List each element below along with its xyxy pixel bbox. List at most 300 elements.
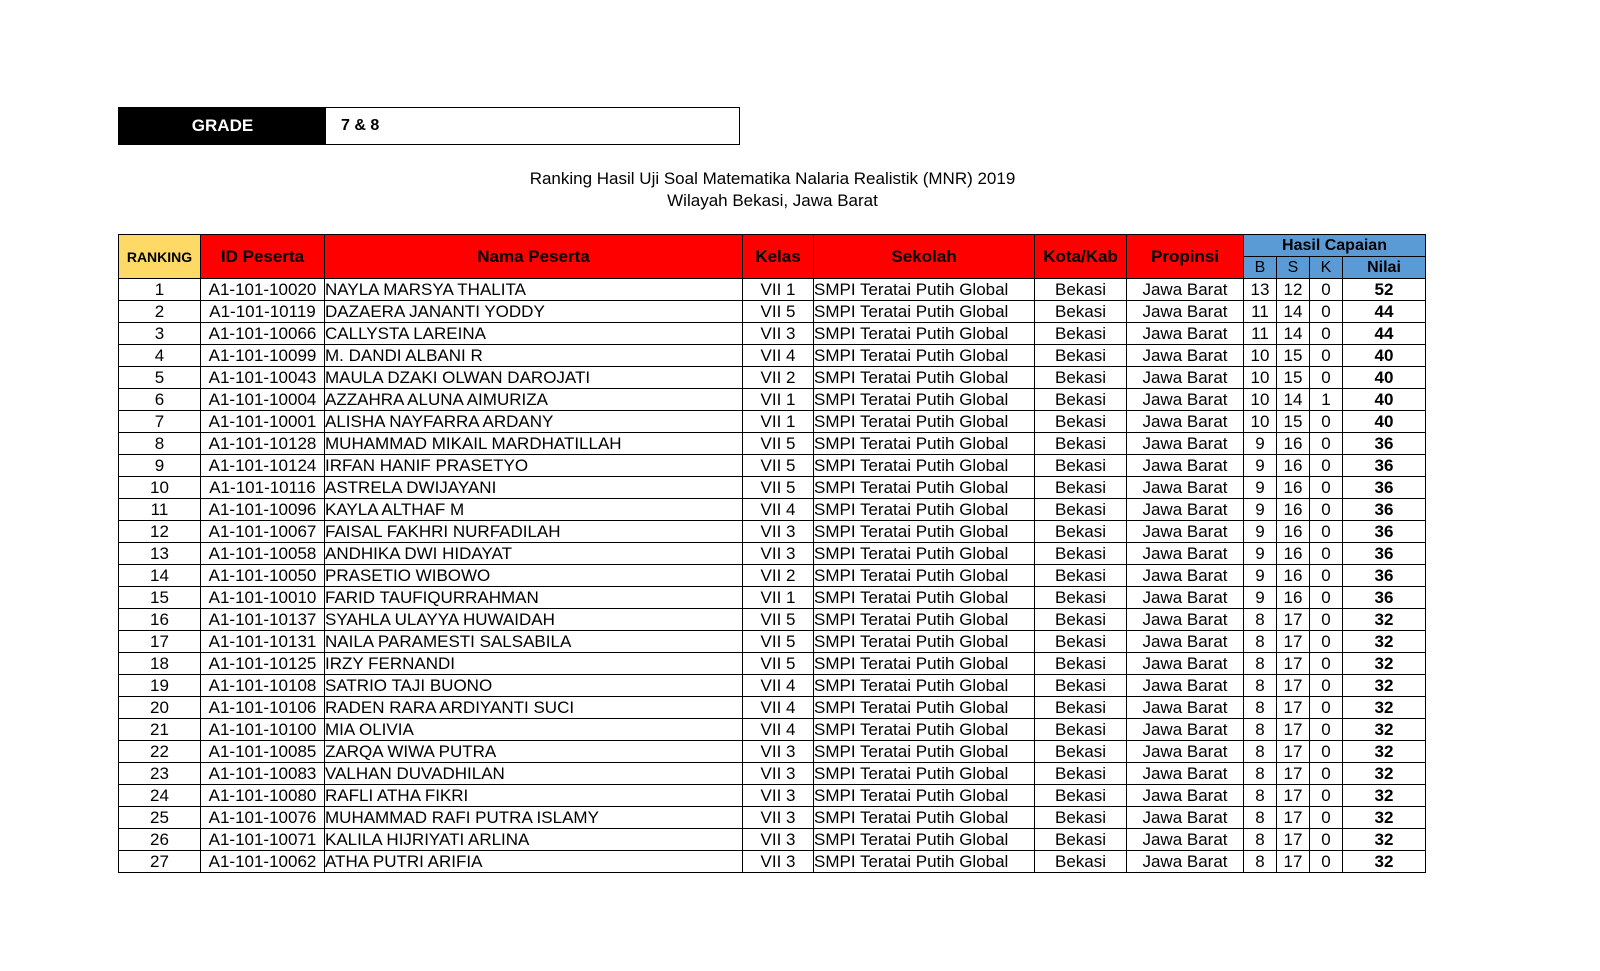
cell-ranking: 23 <box>119 763 201 785</box>
cell-id-peserta: A1-101-10020 <box>201 279 325 301</box>
cell-k: 0 <box>1310 345 1343 367</box>
cell-nilai: 40 <box>1343 345 1426 367</box>
cell-nilai: 44 <box>1343 323 1426 345</box>
cell-kelas: VII 3 <box>743 785 814 807</box>
cell-kota-kab: Bekasi <box>1035 301 1127 323</box>
cell-propinsi: Jawa Barat <box>1127 477 1244 499</box>
cell-sekolah: SMPI Teratai Putih Global <box>814 455 1035 477</box>
cell-propinsi: Jawa Barat <box>1127 807 1244 829</box>
cell-s: 17 <box>1277 719 1310 741</box>
cell-sekolah: SMPI Teratai Putih Global <box>814 367 1035 389</box>
cell-id-peserta: A1-101-10058 <box>201 543 325 565</box>
cell-kelas: VII 4 <box>743 345 814 367</box>
table-row <box>119 455 1426 477</box>
cell-kelas: VII 5 <box>743 609 814 631</box>
cell-kelas: VII 3 <box>743 543 814 565</box>
cell-s: 17 <box>1277 697 1310 719</box>
cell-sekolah: SMPI Teratai Putih Global <box>814 719 1035 741</box>
cell-nilai: 40 <box>1343 389 1426 411</box>
cell-id-peserta: A1-101-10099 <box>201 345 325 367</box>
cell-s: 16 <box>1277 433 1310 455</box>
cell-kota-kab: Bekasi <box>1035 675 1127 697</box>
cell-kelas: VII 3 <box>743 807 814 829</box>
cell-sekolah: SMPI Teratai Putih Global <box>814 345 1035 367</box>
cell-kota-kab: Bekasi <box>1035 741 1127 763</box>
cell-ranking: 9 <box>119 455 201 477</box>
cell-k: 0 <box>1310 301 1343 323</box>
cell-nilai: 36 <box>1343 477 1426 499</box>
cell-kota-kab: Bekasi <box>1035 411 1127 433</box>
cell-id-peserta: A1-101-10004 <box>201 389 325 411</box>
cell-k: 0 <box>1310 851 1343 873</box>
table-row <box>119 411 1426 433</box>
table-row <box>119 345 1426 367</box>
cell-nama-peserta: VALHAN DUVADHILAN <box>325 763 743 785</box>
cell-nama-peserta: NAILA PARAMESTI SALSABILA <box>325 631 743 653</box>
cell-kelas: VII 5 <box>743 477 814 499</box>
cell-k: 0 <box>1310 785 1343 807</box>
cell-s: 12 <box>1277 279 1310 301</box>
cell-nama-peserta: ANDHIKA DWI HIDAYAT <box>325 543 743 565</box>
cell-nilai: 32 <box>1343 807 1426 829</box>
table-row <box>119 631 1426 653</box>
cell-id-peserta: A1-101-10071 <box>201 829 325 851</box>
cell-b: 9 <box>1244 565 1277 587</box>
cell-ranking: 19 <box>119 675 201 697</box>
cell-ranking: 11 <box>119 499 201 521</box>
cell-sekolah: SMPI Teratai Putih Global <box>814 675 1035 697</box>
cell-sekolah: SMPI Teratai Putih Global <box>814 543 1035 565</box>
cell-sekolah: SMPI Teratai Putih Global <box>814 499 1035 521</box>
table-row <box>119 367 1426 389</box>
cell-s: 17 <box>1277 675 1310 697</box>
cell-propinsi: Jawa Barat <box>1127 697 1244 719</box>
cell-kota-kab: Bekasi <box>1035 565 1127 587</box>
cell-propinsi: Jawa Barat <box>1127 367 1244 389</box>
cell-sekolah: SMPI Teratai Putih Global <box>814 631 1035 653</box>
cell-id-peserta: A1-101-10010 <box>201 587 325 609</box>
cell-propinsi: Jawa Barat <box>1127 345 1244 367</box>
cell-nilai: 36 <box>1343 521 1426 543</box>
cell-s: 15 <box>1277 345 1310 367</box>
cell-nama-peserta: PRASETIO WIBOWO <box>325 565 743 587</box>
cell-ranking: 17 <box>119 631 201 653</box>
cell-sekolah: SMPI Teratai Putih Global <box>814 521 1035 543</box>
cell-k: 1 <box>1310 389 1343 411</box>
cell-nilai: 32 <box>1343 653 1426 675</box>
header-sekolah: Sekolah <box>814 235 1035 279</box>
cell-kelas: VII 3 <box>743 323 814 345</box>
cell-id-peserta: A1-101-10119 <box>201 301 325 323</box>
cell-propinsi: Jawa Barat <box>1127 587 1244 609</box>
cell-s: 17 <box>1277 785 1310 807</box>
cell-ranking: 15 <box>119 587 201 609</box>
cell-nama-peserta: CALLYSTA LAREINA <box>325 323 743 345</box>
cell-nilai: 32 <box>1343 697 1426 719</box>
cell-ranking: 20 <box>119 697 201 719</box>
cell-ranking: 1 <box>119 279 201 301</box>
cell-b: 9 <box>1244 521 1277 543</box>
cell-nama-peserta: M. DANDI ALBANI R <box>325 345 743 367</box>
cell-kelas: VII 3 <box>743 829 814 851</box>
cell-id-peserta: A1-101-10108 <box>201 675 325 697</box>
cell-propinsi: Jawa Barat <box>1127 741 1244 763</box>
cell-s: 17 <box>1277 851 1310 873</box>
cell-kelas: VII 3 <box>743 851 814 873</box>
cell-s: 17 <box>1277 609 1310 631</box>
header-id-peserta: ID Peserta <box>201 235 325 279</box>
cell-kota-kab: Bekasi <box>1035 521 1127 543</box>
cell-kota-kab: Bekasi <box>1035 279 1127 301</box>
cell-k: 0 <box>1310 763 1343 785</box>
cell-id-peserta: A1-101-10050 <box>201 565 325 587</box>
cell-kelas: VII 5 <box>743 653 814 675</box>
cell-k: 0 <box>1310 741 1343 763</box>
cell-s: 17 <box>1277 631 1310 653</box>
cell-k: 0 <box>1310 807 1343 829</box>
cell-id-peserta: A1-101-10067 <box>201 521 325 543</box>
cell-b: 11 <box>1244 301 1277 323</box>
cell-kelas: VII 5 <box>743 631 814 653</box>
table-row <box>119 697 1426 719</box>
cell-ranking: 2 <box>119 301 201 323</box>
cell-b: 8 <box>1244 807 1277 829</box>
cell-kota-kab: Bekasi <box>1035 829 1127 851</box>
cell-sekolah: SMPI Teratai Putih Global <box>814 301 1035 323</box>
cell-kelas: VII 5 <box>743 301 814 323</box>
cell-nilai: 32 <box>1343 719 1426 741</box>
cell-k: 0 <box>1310 279 1343 301</box>
cell-id-peserta: A1-101-10001 <box>201 411 325 433</box>
cell-nama-peserta: DAZAERA JANANTI YODDY <box>325 301 743 323</box>
header-kota-kab: Kota/Kab <box>1035 235 1127 279</box>
table-row <box>119 675 1426 697</box>
cell-nilai: 32 <box>1343 609 1426 631</box>
cell-sekolah: SMPI Teratai Putih Global <box>814 587 1035 609</box>
cell-id-peserta: A1-101-10100 <box>201 719 325 741</box>
cell-b: 8 <box>1244 719 1277 741</box>
cell-sekolah: SMPI Teratai Putih Global <box>814 389 1035 411</box>
cell-s: 16 <box>1277 521 1310 543</box>
table-row <box>119 587 1426 609</box>
cell-ranking: 18 <box>119 653 201 675</box>
cell-b: 8 <box>1244 609 1277 631</box>
cell-nama-peserta: NAYLA MARSYA THALITA <box>325 279 743 301</box>
cell-kelas: VII 5 <box>743 433 814 455</box>
cell-s: 15 <box>1277 367 1310 389</box>
table-row <box>119 389 1426 411</box>
cell-k: 0 <box>1310 477 1343 499</box>
cell-sekolah: SMPI Teratai Putih Global <box>814 851 1035 873</box>
cell-kelas: VII 4 <box>743 719 814 741</box>
cell-nilai: 40 <box>1343 367 1426 389</box>
cell-propinsi: Jawa Barat <box>1127 455 1244 477</box>
cell-b: 8 <box>1244 785 1277 807</box>
cell-sekolah: SMPI Teratai Putih Global <box>814 785 1035 807</box>
cell-ranking: 27 <box>119 851 201 873</box>
cell-id-peserta: A1-101-10096 <box>201 499 325 521</box>
cell-sekolah: SMPI Teratai Putih Global <box>814 565 1035 587</box>
header-propinsi: Propinsi <box>1127 235 1244 279</box>
cell-s: 16 <box>1277 455 1310 477</box>
cell-ranking: 24 <box>119 785 201 807</box>
cell-id-peserta: A1-101-10116 <box>201 477 325 499</box>
cell-nilai: 32 <box>1343 675 1426 697</box>
cell-b: 8 <box>1244 653 1277 675</box>
cell-ranking: 13 <box>119 543 201 565</box>
cell-nilai: 36 <box>1343 499 1426 521</box>
cell-ranking: 3 <box>119 323 201 345</box>
cell-propinsi: Jawa Barat <box>1127 301 1244 323</box>
cell-propinsi: Jawa Barat <box>1127 829 1244 851</box>
cell-nama-peserta: AZZAHRA ALUNA AIMURIZA <box>325 389 743 411</box>
cell-k: 0 <box>1310 587 1343 609</box>
cell-s: 16 <box>1277 543 1310 565</box>
cell-b: 11 <box>1244 323 1277 345</box>
cell-b: 9 <box>1244 433 1277 455</box>
cell-sekolah: SMPI Teratai Putih Global <box>814 433 1035 455</box>
cell-s: 14 <box>1277 323 1310 345</box>
cell-kelas: VII 3 <box>743 763 814 785</box>
cell-b: 8 <box>1244 631 1277 653</box>
cell-sekolah: SMPI Teratai Putih Global <box>814 653 1035 675</box>
cell-propinsi: Jawa Barat <box>1127 719 1244 741</box>
cell-s: 14 <box>1277 301 1310 323</box>
cell-b: 9 <box>1244 499 1277 521</box>
cell-kelas: VII 4 <box>743 499 814 521</box>
cell-kelas: VII 3 <box>743 741 814 763</box>
table-row <box>119 433 1426 455</box>
table-row <box>119 301 1426 323</box>
cell-s: 14 <box>1277 389 1310 411</box>
report-subtitle: Wilayah Bekasi, Jawa Barat <box>667 191 878 210</box>
cell-kota-kab: Bekasi <box>1035 653 1127 675</box>
cell-k: 0 <box>1310 675 1343 697</box>
table-row <box>119 323 1426 345</box>
cell-kelas: VII 2 <box>743 565 814 587</box>
cell-nama-peserta: ALISHA NAYFARRA ARDANY <box>325 411 743 433</box>
cell-id-peserta: A1-101-10124 <box>201 455 325 477</box>
grade-box <box>118 107 740 145</box>
table-row <box>119 719 1426 741</box>
cell-nama-peserta: IRFAN HANIF PRASETYO <box>325 455 743 477</box>
cell-s: 17 <box>1277 763 1310 785</box>
cell-kota-kab: Bekasi <box>1035 631 1127 653</box>
cell-k: 0 <box>1310 499 1343 521</box>
cell-s: 16 <box>1277 565 1310 587</box>
table-row <box>119 499 1426 521</box>
cell-id-peserta: A1-101-10085 <box>201 741 325 763</box>
cell-nilai: 32 <box>1343 763 1426 785</box>
table-row <box>119 653 1426 675</box>
cell-nama-peserta: MUHAMMAD RAFI PUTRA ISLAMY <box>325 807 743 829</box>
cell-s: 15 <box>1277 411 1310 433</box>
cell-s: 16 <box>1277 587 1310 609</box>
cell-propinsi: Jawa Barat <box>1127 565 1244 587</box>
ranking-table <box>118 234 1426 873</box>
cell-sekolah: SMPI Teratai Putih Global <box>814 609 1035 631</box>
cell-propinsi: Jawa Barat <box>1127 675 1244 697</box>
cell-id-peserta: A1-101-10131 <box>201 631 325 653</box>
cell-k: 0 <box>1310 543 1343 565</box>
cell-nama-peserta: MIA OLIVIA <box>325 719 743 741</box>
table-row <box>119 477 1426 499</box>
cell-nama-peserta: ATHA PUTRI ARIFIA <box>325 851 743 873</box>
cell-id-peserta: A1-101-10137 <box>201 609 325 631</box>
table-row <box>119 851 1426 873</box>
cell-nilai: 32 <box>1343 631 1426 653</box>
cell-nama-peserta: IRZY FERNANDI <box>325 653 743 675</box>
cell-propinsi: Jawa Barat <box>1127 323 1244 345</box>
cell-kelas: VII 1 <box>743 279 814 301</box>
cell-kota-kab: Bekasi <box>1035 719 1127 741</box>
cell-ranking: 25 <box>119 807 201 829</box>
cell-kelas: VII 1 <box>743 389 814 411</box>
cell-propinsi: Jawa Barat <box>1127 653 1244 675</box>
cell-kota-kab: Bekasi <box>1035 763 1127 785</box>
cell-nilai: 32 <box>1343 829 1426 851</box>
cell-kota-kab: Bekasi <box>1035 499 1127 521</box>
cell-k: 0 <box>1310 367 1343 389</box>
cell-id-peserta: A1-101-10080 <box>201 785 325 807</box>
table-row <box>119 785 1426 807</box>
cell-k: 0 <box>1310 829 1343 851</box>
cell-k: 0 <box>1310 433 1343 455</box>
cell-ranking: 16 <box>119 609 201 631</box>
cell-sekolah: SMPI Teratai Putih Global <box>814 763 1035 785</box>
cell-nilai: 36 <box>1343 543 1426 565</box>
cell-nilai: 40 <box>1343 411 1426 433</box>
cell-k: 0 <box>1310 653 1343 675</box>
cell-kota-kab: Bekasi <box>1035 389 1127 411</box>
cell-k: 0 <box>1310 631 1343 653</box>
cell-b: 8 <box>1244 851 1277 873</box>
cell-id-peserta: A1-101-10125 <box>201 653 325 675</box>
header-s: S <box>1277 257 1310 279</box>
grade-value: 7 & 8 <box>326 108 739 144</box>
cell-nama-peserta: KALILA HIJRIYATI ARLINA <box>325 829 743 851</box>
cell-ranking: 4 <box>119 345 201 367</box>
cell-nama-peserta: RAFLI ATHA FIKRI <box>325 785 743 807</box>
cell-id-peserta: A1-101-10076 <box>201 807 325 829</box>
cell-nilai: 36 <box>1343 455 1426 477</box>
cell-kota-kab: Bekasi <box>1035 785 1127 807</box>
cell-propinsi: Jawa Barat <box>1127 279 1244 301</box>
cell-b: 8 <box>1244 829 1277 851</box>
cell-b: 10 <box>1244 345 1277 367</box>
cell-kota-kab: Bekasi <box>1035 433 1127 455</box>
cell-propinsi: Jawa Barat <box>1127 389 1244 411</box>
header-nama-peserta: Nama Peserta <box>325 235 743 279</box>
cell-ranking: 10 <box>119 477 201 499</box>
cell-k: 0 <box>1310 521 1343 543</box>
cell-kota-kab: Bekasi <box>1035 587 1127 609</box>
cell-id-peserta: A1-101-10106 <box>201 697 325 719</box>
cell-sekolah: SMPI Teratai Putih Global <box>814 279 1035 301</box>
cell-kelas: VII 5 <box>743 455 814 477</box>
cell-id-peserta: A1-101-10128 <box>201 433 325 455</box>
cell-propinsi: Jawa Barat <box>1127 433 1244 455</box>
table-row <box>119 741 1426 763</box>
cell-ranking: 14 <box>119 565 201 587</box>
cell-s: 17 <box>1277 653 1310 675</box>
cell-propinsi: Jawa Barat <box>1127 763 1244 785</box>
cell-sekolah: SMPI Teratai Putih Global <box>814 323 1035 345</box>
table-row <box>119 543 1426 565</box>
grade-label: GRADE <box>119 108 326 144</box>
header-hasil-capaian: Hasil Capaian <box>1244 235 1426 257</box>
cell-b: 8 <box>1244 763 1277 785</box>
cell-propinsi: Jawa Barat <box>1127 631 1244 653</box>
cell-ranking: 12 <box>119 521 201 543</box>
cell-k: 0 <box>1310 565 1343 587</box>
cell-sekolah: SMPI Teratai Putih Global <box>814 477 1035 499</box>
report-title: Ranking Hasil Uji Soal Matematika Nalaria Realistik (MNR) 2019 <box>529 169 1016 188</box>
cell-propinsi: Jawa Barat <box>1127 851 1244 873</box>
table-row <box>119 807 1426 829</box>
cell-kota-kab: Bekasi <box>1035 367 1127 389</box>
cell-kelas: VII 1 <box>743 411 814 433</box>
cell-nama-peserta: RADEN RARA ARDIYANTI SUCI <box>325 697 743 719</box>
cell-nama-peserta: SYAHLA ULAYYA HUWAIDAH <box>325 609 743 631</box>
cell-b: 9 <box>1244 477 1277 499</box>
cell-ranking: 7 <box>119 411 201 433</box>
cell-k: 0 <box>1310 455 1343 477</box>
cell-nilai: 36 <box>1343 565 1426 587</box>
cell-kelas: VII 1 <box>743 587 814 609</box>
cell-k: 0 <box>1310 719 1343 741</box>
cell-kelas: VII 4 <box>743 675 814 697</box>
table-body <box>119 279 1426 873</box>
table-row <box>119 521 1426 543</box>
cell-s: 17 <box>1277 829 1310 851</box>
cell-nama-peserta: FAISAL FAKHRI NURFADILAH <box>325 521 743 543</box>
cell-kelas: VII 4 <box>743 697 814 719</box>
cell-b: 10 <box>1244 367 1277 389</box>
cell-propinsi: Jawa Barat <box>1127 521 1244 543</box>
cell-nilai: 32 <box>1343 851 1426 873</box>
cell-id-peserta: A1-101-10083 <box>201 763 325 785</box>
cell-ranking: 22 <box>119 741 201 763</box>
cell-k: 0 <box>1310 323 1343 345</box>
cell-propinsi: Jawa Barat <box>1127 785 1244 807</box>
cell-kota-kab: Bekasi <box>1035 455 1127 477</box>
cell-nama-peserta: SATRIO TAJI BUONO <box>325 675 743 697</box>
table-row <box>119 763 1426 785</box>
header-b: B <box>1244 257 1277 279</box>
cell-nama-peserta: MUHAMMAD MIKAIL MARDHATILLAH <box>325 433 743 455</box>
cell-sekolah: SMPI Teratai Putih Global <box>814 829 1035 851</box>
cell-b: 10 <box>1244 389 1277 411</box>
cell-s: 17 <box>1277 807 1310 829</box>
cell-kota-kab: Bekasi <box>1035 323 1127 345</box>
cell-nama-peserta: KAYLA ALTHAF M <box>325 499 743 521</box>
header-ranking: RANKING <box>119 235 201 279</box>
cell-kota-kab: Bekasi <box>1035 345 1127 367</box>
table-row <box>119 609 1426 631</box>
cell-b: 13 <box>1244 279 1277 301</box>
header-k: K <box>1310 257 1343 279</box>
cell-propinsi: Jawa Barat <box>1127 411 1244 433</box>
cell-sekolah: SMPI Teratai Putih Global <box>814 411 1035 433</box>
cell-nilai: 36 <box>1343 587 1426 609</box>
cell-nama-peserta: FARID TAUFIQURRAHMAN <box>325 587 743 609</box>
cell-k: 0 <box>1310 411 1343 433</box>
cell-s: 16 <box>1277 477 1310 499</box>
cell-b: 8 <box>1244 741 1277 763</box>
cell-id-peserta: A1-101-10066 <box>201 323 325 345</box>
cell-nilai: 32 <box>1343 741 1426 763</box>
